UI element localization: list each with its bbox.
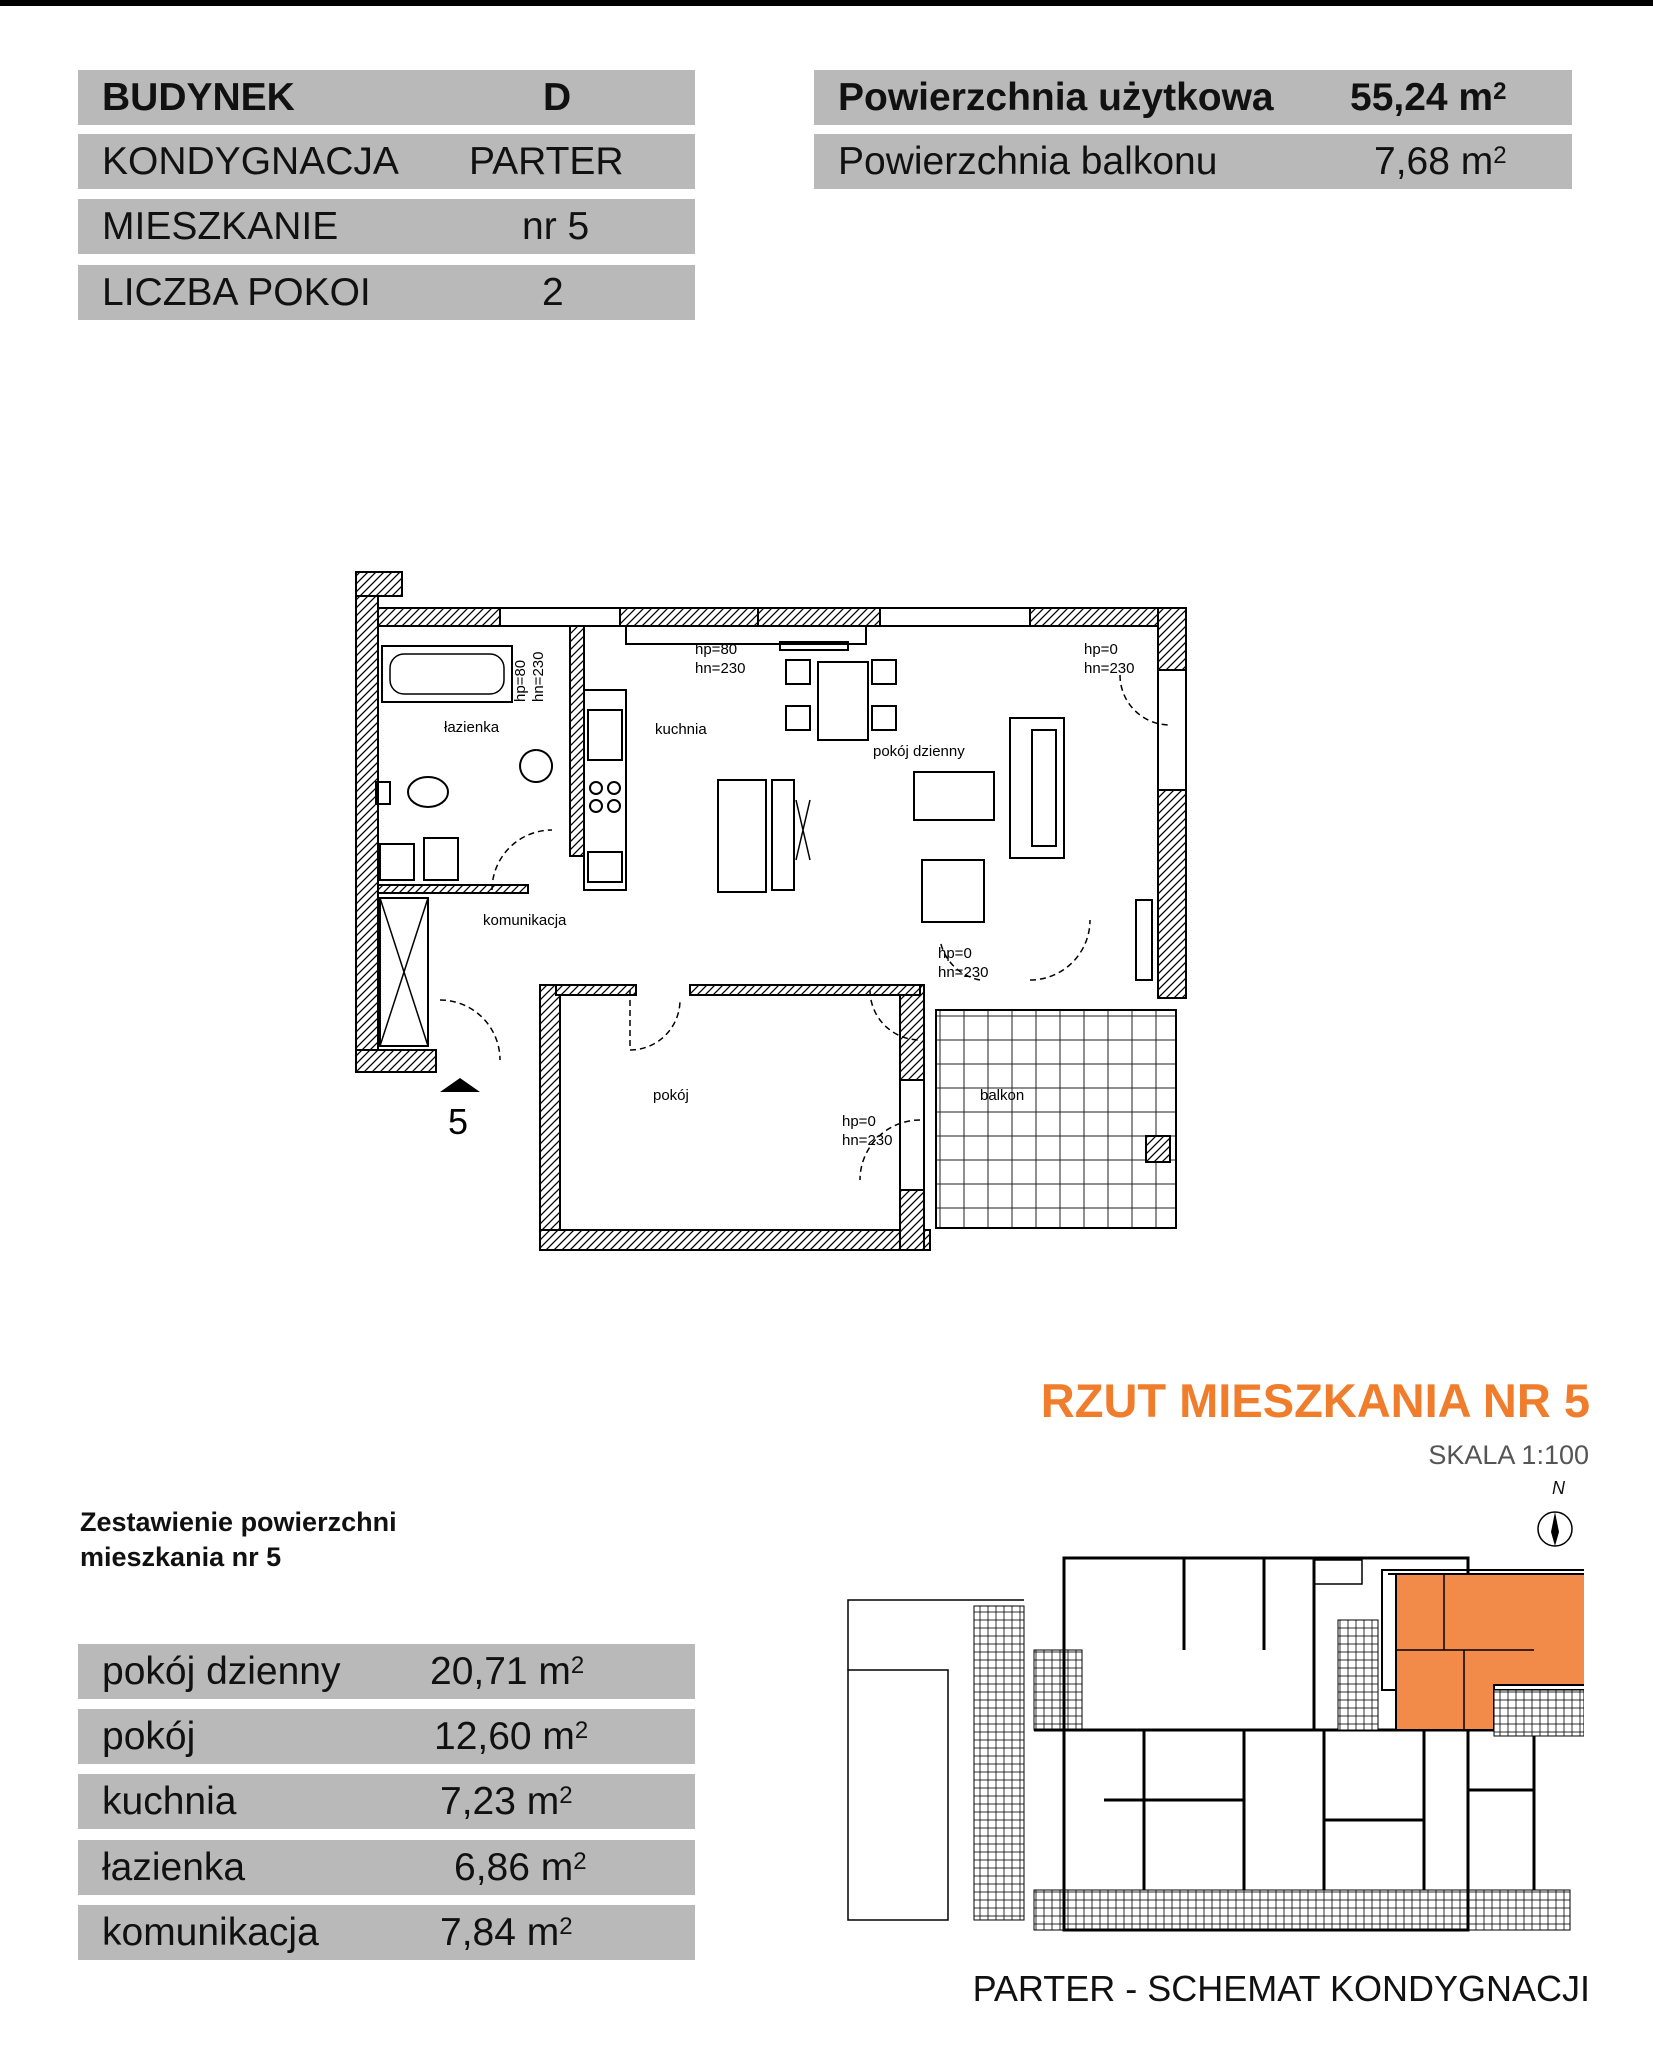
schema-terrace <box>974 1606 1024 1920</box>
area-label: Powierzchnia balkonu <box>838 140 1218 183</box>
area-row-uzytkowa <box>814 70 1572 125</box>
sink <box>520 750 552 782</box>
plan-title: RZUT MIESZKANIA NR 5 <box>1040 1374 1590 1427</box>
schema-caption: PARTER - SCHEMAT KONDYGNACJI <box>972 1968 1590 2009</box>
island-shelf <box>772 780 794 890</box>
summary-room: łazienka <box>102 1846 246 1889</box>
info-value: nr 5 <box>522 205 590 248</box>
wardrobe-cross <box>380 898 428 1046</box>
area-value: 7,68 m <box>1374 140 1494 183</box>
info-row-kondygnacja <box>78 134 695 189</box>
info-label: KONDYGNACJA <box>102 140 399 183</box>
summary-area: 6,86 m <box>454 1846 574 1889</box>
top-rule <box>0 0 1653 6</box>
summary-area: 7,23 m <box>440 1780 560 1823</box>
info-label: LICZBA POKOI <box>102 271 371 314</box>
room-label-lazienka: łazienka <box>444 719 500 736</box>
summary-exp: 2 <box>573 1848 587 1875</box>
schema-stairwell-top <box>1314 1560 1362 1584</box>
schema-highlight-balcony <box>1494 1690 1584 1736</box>
height-label: hp=80 <box>695 641 738 658</box>
summary-room: komunikacja <box>102 1911 319 1954</box>
room-label-komunikacja: komunikacja <box>483 912 567 929</box>
summary-area: 20,71 m <box>430 1650 571 1693</box>
summary-exp: 2 <box>574 1717 589 1744</box>
height-label-vertical: hp=80 <box>512 659 529 702</box>
north-label: N <box>1552 1478 1565 1498</box>
height-label: hp=0 <box>1084 641 1118 658</box>
room-label-kuchnia: kuchnia <box>655 721 707 738</box>
info-value: D <box>543 76 572 119</box>
area-label: Powierzchnia użytkowa <box>838 76 1274 119</box>
height-label: hp=0 <box>842 1113 876 1130</box>
summary-exp: 2 <box>559 1782 573 1809</box>
bathtub-inner <box>390 654 504 694</box>
summary-row <box>78 1905 695 1960</box>
summary-row <box>78 1644 695 1699</box>
summary-exp: 2 <box>570 1652 585 1679</box>
area-value: 55,24 m <box>1350 76 1494 119</box>
entrance-arrow-icon <box>440 1078 480 1092</box>
summary-heading-2: mieszkania nr 5 <box>80 1542 282 1572</box>
area-exponent: 2 <box>1493 142 1507 169</box>
height-label: hn=230 <box>695 660 746 677</box>
dining-set <box>780 642 896 740</box>
schema-balcony-left <box>1034 1650 1082 1730</box>
height-label-vertical: hn=230 <box>530 651 547 702</box>
toilet <box>408 777 448 807</box>
floor-schema <box>844 1540 1584 1940</box>
info-value: PARTER <box>469 140 624 183</box>
height-label: hn=230 <box>938 964 989 981</box>
height-label: hp=0 <box>938 945 972 962</box>
entrance-number: 5 <box>448 1101 469 1142</box>
summary-room: kuchnia <box>102 1780 237 1823</box>
info-value: 2 <box>542 271 564 314</box>
summary-row <box>78 1840 695 1895</box>
height-label: hn=230 <box>1084 660 1135 677</box>
info-row-budynek <box>78 70 695 125</box>
info-label: BUDYNEK <box>102 76 295 119</box>
height-label: hn=230 <box>842 1132 893 1149</box>
summary-room: pokój <box>102 1715 196 1758</box>
area-row-balkon <box>814 134 1572 189</box>
room-label-balkon: balkon <box>980 1087 1025 1104</box>
washing-machine <box>380 844 414 880</box>
info-label: MIESZKANIE <box>102 205 339 248</box>
summary-exp: 2 <box>559 1913 573 1940</box>
info-row-mieszkanie <box>78 199 695 254</box>
cabinet <box>424 838 458 880</box>
area-exponent: 2 <box>1493 78 1507 105</box>
summary-area: 7,84 m <box>440 1911 560 1954</box>
info-row-liczba-pokoi <box>78 265 695 320</box>
summary-row <box>78 1709 695 1764</box>
balcony-drain <box>1146 1136 1170 1162</box>
kitchen-island <box>718 780 766 892</box>
room-label-dzienny: pokój dzienny <box>873 743 965 760</box>
room-label-pokoj: pokój <box>653 1087 689 1104</box>
summary-row <box>78 1774 695 1829</box>
summary-heading-1: Zestawienie powierzchni <box>80 1507 397 1537</box>
schema-stairs <box>1338 1620 1378 1730</box>
schema-balcony-bottom <box>1034 1890 1570 1930</box>
plan-scale: SKALA 1:100 <box>1428 1440 1589 1470</box>
balcony-floor <box>936 1010 1176 1228</box>
floor-plan <box>340 560 1220 1260</box>
summary-room: pokój dzienny <box>102 1650 341 1693</box>
summary-area: 12,60 m <box>434 1715 575 1758</box>
stairs-mark <box>796 800 810 860</box>
